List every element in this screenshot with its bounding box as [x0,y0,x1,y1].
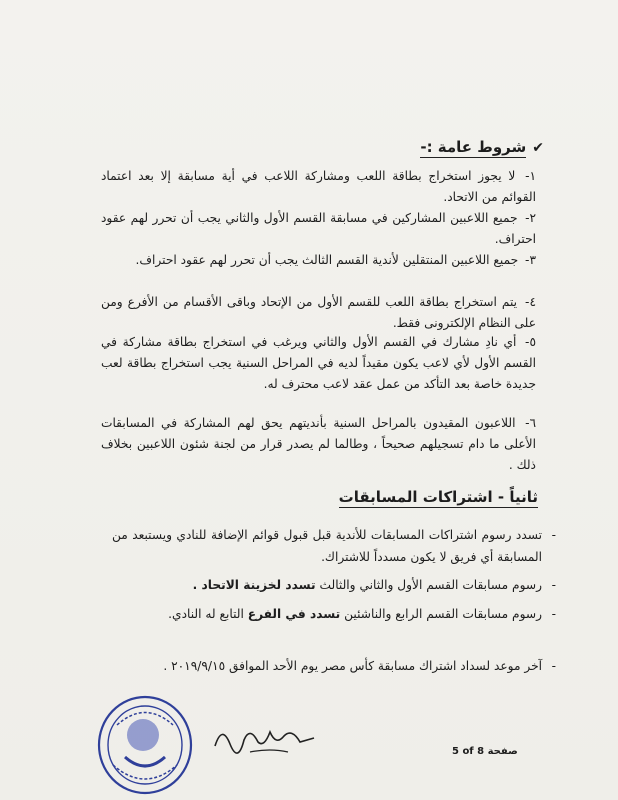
section-general-conditions-heading [420,138,544,158]
condition-item-5: ٥- أي نادِ مشارك في القسم الأول والثاني ويرغب في استخراج بطاقة مشاركة في القسم الأول لأي لاعب يكون مقيداً لديه في المراحل السنية يجب استخراج بطاقة لعب جديدة خاصة بعد التأكد من عمل عقد لاعب محترف له. [101,335,536,391]
subscription-bullet-4: - آخر موعد لسداد اشتراك مسابقة كأس مصر يوم الأحد الموافق ٢٠١٩/٩/١٥ . [163,659,556,673]
checkmark-icon: ✔ [532,140,544,156]
heading-text: شروط عامة :- [420,138,527,156]
section-subscriptions-heading: ثانياً - اشتراكات المسابقات [338,488,538,506]
condition-item-1: ١- لا يجوز استخراج بطاقة اللعب ومشاركة اللاعب في أية مسابقة إلا بعد اعتماد القوائم من الاتحاد. [101,169,537,204]
condition-item-3: ٣- جميع اللاعبين المنتقلين لأندية القسم الثالث يجب أن تحرر لهم عقود احتراف. [135,253,536,267]
signature-icon [210,718,320,758]
subscription-bullet-2: - رسوم مسابقات القسم الأول والثاني والثالث تسدد لخزينة الاتحاد . [192,578,556,592]
condition-item-4: ٤- يتم استخراج بطاقة اللعب للقسم الأول من الإتحاد وباقى الأقسام من الأفرع ومن على النظام الإلكترونى فقط. [101,295,536,330]
subscription-bullet-1: - تسدد رسوم اشتراكات المسابقات للأندية قبل قبول قوائم الإضافة للنادي ويستبعد من المسابقة أي فريق لا يكون مسدداً للاشتراك. [112,528,556,564]
condition-item-2: ٢- جميع اللاعبين المشاركين في مسابقة القسم الأول والثاني يجب أن تحرر لهم عقود احتراف. [101,211,537,246]
page-number: 5 of 8 صفحة [452,746,518,757]
subscription-bullet-3: - رسوم مسابقات القسم الرابع والناشئين تسدد في الفرع التابع له النادي. [168,607,556,621]
official-stamp-icon [95,695,195,795]
condition-item-6: ٦- اللاعبون المقيدون بالمراحل السنية بأنديتهم يحق لهم المشاركة في المسابقات الأعلى ما دام تسجيلهم صحيحاً ، وطالما لم يصدر قرار من لجنة شئون اللاعبين بخلاف ذلك . [101,416,537,472]
